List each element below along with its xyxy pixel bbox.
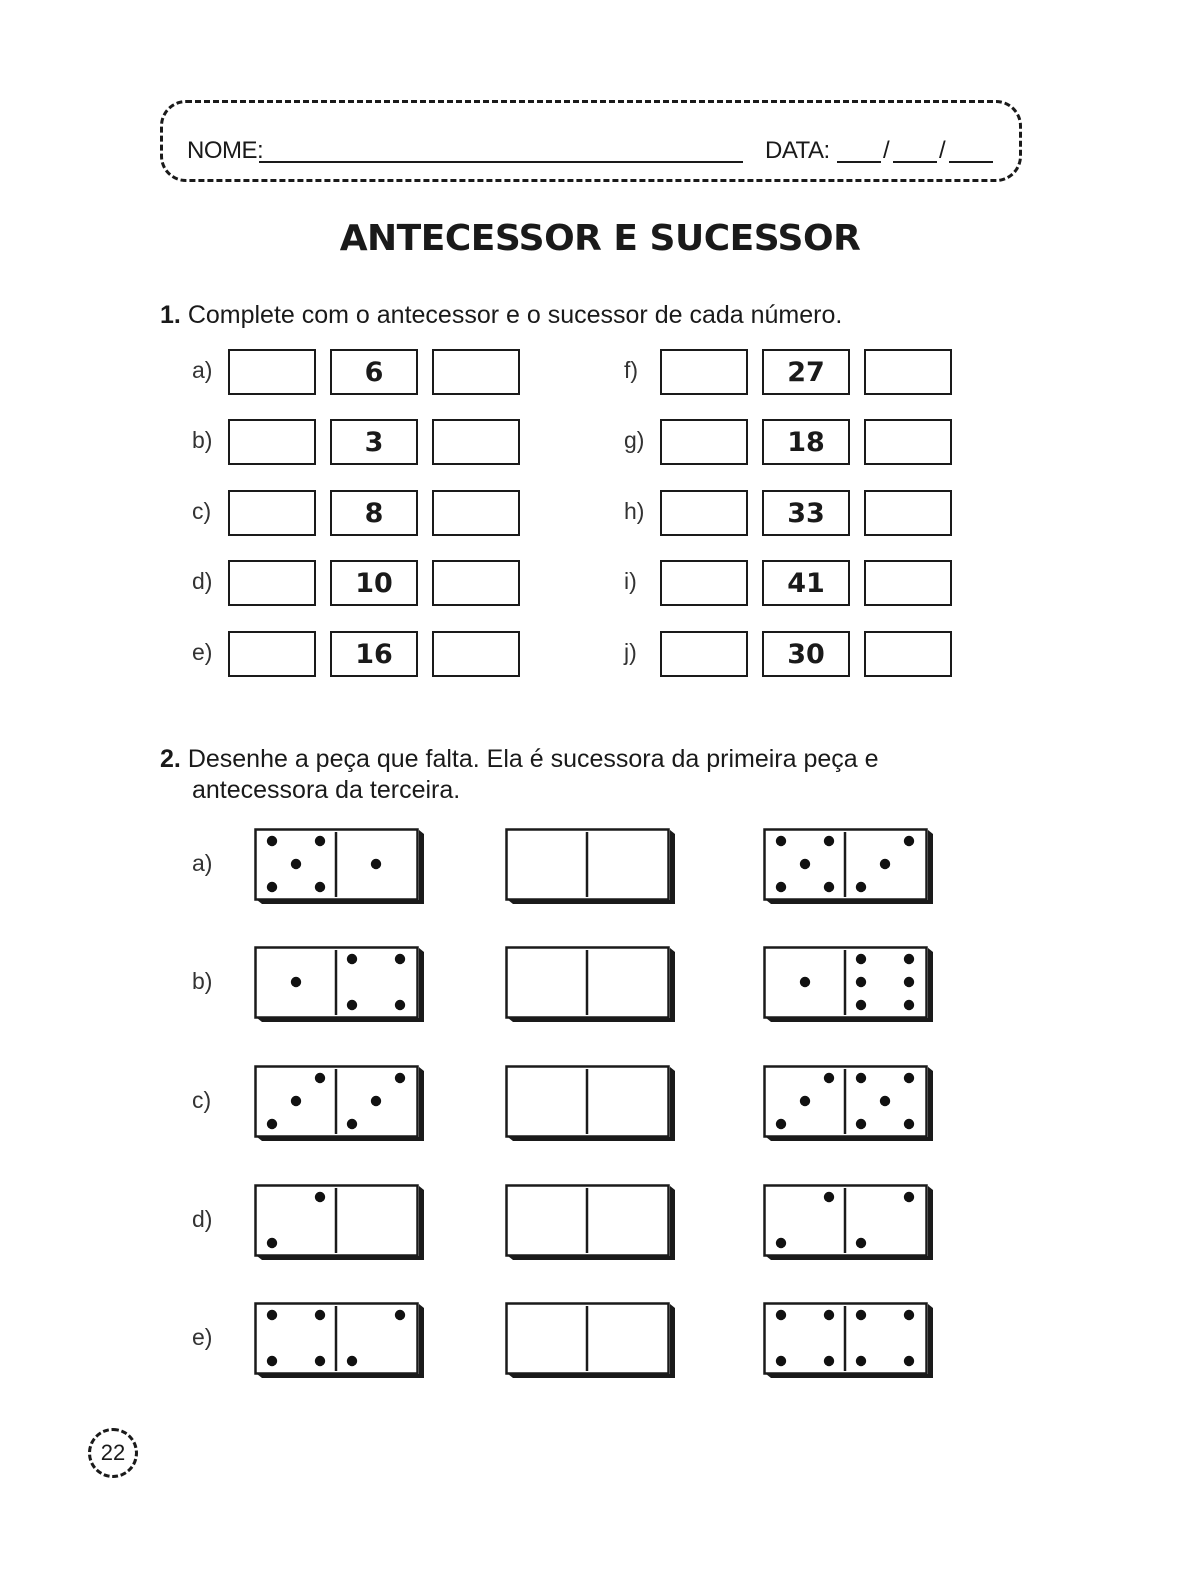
name-field[interactable] — [259, 161, 743, 163]
missing-domino[interactable] — [505, 828, 675, 904]
domino-graphic — [763, 1065, 933, 1141]
domino-pip — [800, 977, 810, 987]
domino-pip — [267, 1119, 277, 1129]
question-2 — [160, 742, 879, 776]
domino-graphic — [763, 946, 933, 1022]
question-2-text: Desenhe a peça que falta. Ela é sucessora da primeira peça e — [187, 745, 879, 773]
domino-pip — [856, 1119, 866, 1129]
successor-box[interactable] — [864, 419, 952, 465]
item-label: i) — [624, 568, 637, 594]
domino-pip — [824, 882, 834, 892]
item-label: b) — [192, 427, 213, 453]
domino-graphic — [505, 946, 675, 1022]
item-label: j) — [624, 639, 637, 665]
date-day-field[interactable] — [837, 161, 881, 163]
domino-pip — [856, 1000, 866, 1010]
domino-pip — [267, 1238, 277, 1248]
predecessor-box[interactable] — [228, 349, 316, 395]
domino-pip — [904, 1073, 914, 1083]
domino-pip — [315, 882, 325, 892]
domino-pip — [395, 1073, 405, 1083]
missing-domino[interactable] — [505, 1302, 675, 1378]
successor-box[interactable] — [432, 560, 520, 606]
domino-graphic — [254, 946, 424, 1022]
domino-pip — [776, 1310, 786, 1320]
page-number: 22 — [88, 1428, 138, 1478]
domino-pip — [291, 1096, 301, 1106]
name-label: NOME: — [187, 137, 264, 164]
first-domino — [254, 828, 424, 904]
predecessor-box[interactable] — [660, 349, 748, 395]
domino-pip — [904, 1000, 914, 1010]
successor-box[interactable] — [432, 349, 520, 395]
page-title: ANTECESSOR E SUCESSOR — [339, 218, 861, 259]
predecessor-box[interactable] — [228, 560, 316, 606]
domino-row-label: c) — [192, 1087, 212, 1113]
question-2-number: 2. — [160, 745, 181, 773]
domino-pip — [776, 836, 786, 846]
domino-pip — [315, 1192, 325, 1202]
domino-graphic — [505, 1065, 675, 1141]
domino-pip — [904, 1310, 914, 1320]
given-number-box: 30 — [762, 631, 850, 677]
first-domino — [254, 1184, 424, 1260]
predecessor-box[interactable] — [228, 631, 316, 677]
given-number-box: 18 — [762, 419, 850, 465]
domino-pip — [824, 1192, 834, 1202]
successor-box[interactable] — [864, 349, 952, 395]
predecessor-box[interactable] — [228, 490, 316, 536]
domino-pip — [267, 1356, 277, 1366]
predecessor-box[interactable] — [660, 419, 748, 465]
successor-box[interactable] — [864, 490, 952, 536]
third-domino — [763, 946, 933, 1022]
domino-graphic — [505, 828, 675, 904]
domino-graphic — [254, 1065, 424, 1141]
domino-row-label: b) — [192, 968, 213, 994]
domino-pip — [824, 1310, 834, 1320]
domino-pip — [347, 1356, 357, 1366]
domino-graphic — [505, 1184, 675, 1260]
third-domino — [763, 828, 933, 904]
domino-pip — [347, 1119, 357, 1129]
domino-pip — [800, 859, 810, 869]
given-number-box: 8 — [330, 490, 418, 536]
domino-pip — [880, 1096, 890, 1106]
missing-domino[interactable] — [505, 946, 675, 1022]
first-domino — [254, 946, 424, 1022]
domino-pip — [291, 859, 301, 869]
domino-pip — [856, 1356, 866, 1366]
given-number-box: 6 — [330, 349, 418, 395]
question-1-number: 1. — [160, 301, 181, 329]
first-domino — [254, 1302, 424, 1378]
predecessor-box[interactable] — [660, 631, 748, 677]
domino-graphic — [505, 1302, 675, 1378]
domino-pip — [800, 1096, 810, 1106]
domino-pip — [315, 1073, 325, 1083]
domino-pip — [315, 1356, 325, 1366]
item-label: f) — [624, 357, 639, 383]
question-1-text: Complete com o antecessor e o sucessor de cada número. — [187, 301, 843, 329]
domino-pip — [267, 882, 277, 892]
domino-pip — [371, 1096, 381, 1106]
question-2-text-line2: antecessora da terceira. — [192, 776, 461, 804]
date-slash: / — [939, 137, 946, 164]
missing-domino[interactable] — [505, 1184, 675, 1260]
domino-pip — [395, 1310, 405, 1320]
predecessor-box[interactable] — [660, 490, 748, 536]
domino-pip — [347, 954, 357, 964]
domino-pip — [856, 882, 866, 892]
question-1 — [160, 298, 842, 332]
third-domino — [763, 1184, 933, 1260]
domino-pip — [904, 977, 914, 987]
domino-graphic — [254, 1184, 424, 1260]
domino-pip — [315, 1310, 325, 1320]
date-month-field[interactable] — [893, 161, 937, 163]
domino-pip — [267, 1310, 277, 1320]
domino-pip — [856, 977, 866, 987]
domino-pip — [904, 836, 914, 846]
domino-pip — [904, 1356, 914, 1366]
domino-pip — [824, 1356, 834, 1366]
domino-graphic — [763, 828, 933, 904]
header-box — [160, 100, 1022, 182]
successor-box[interactable] — [432, 419, 520, 465]
domino-pip — [880, 859, 890, 869]
predecessor-box[interactable] — [228, 419, 316, 465]
successor-box[interactable] — [432, 490, 520, 536]
domino-pip — [824, 1073, 834, 1083]
domino-pip — [371, 859, 381, 869]
domino-pip — [856, 1310, 866, 1320]
predecessor-box[interactable] — [660, 560, 748, 606]
domino-pip — [824, 836, 834, 846]
domino-row-label: e) — [192, 1324, 213, 1350]
domino-pip — [776, 882, 786, 892]
domino-pip — [347, 1000, 357, 1010]
domino-pip — [856, 954, 866, 964]
given-number-box: 3 — [330, 419, 418, 465]
item-label: e) — [192, 639, 213, 665]
domino-pip — [856, 1073, 866, 1083]
date-year-field[interactable] — [949, 161, 993, 163]
domino-graphic — [763, 1302, 933, 1378]
date-label: DATA: — [765, 137, 830, 164]
domino-pip — [904, 1192, 914, 1202]
item-label: a) — [192, 357, 213, 383]
domino-pip — [776, 1119, 786, 1129]
successor-box[interactable] — [864, 560, 952, 606]
successor-box[interactable] — [432, 631, 520, 677]
domino-pip — [395, 1000, 405, 1010]
given-number-box: 16 — [330, 631, 418, 677]
domino-pip — [904, 1119, 914, 1129]
item-label: d) — [192, 568, 213, 594]
missing-domino[interactable] — [505, 1065, 675, 1141]
item-label: c) — [192, 498, 212, 524]
first-domino — [254, 1065, 424, 1141]
domino-row-label: a) — [192, 850, 213, 876]
domino-pip — [315, 836, 325, 846]
domino-pip — [291, 977, 301, 987]
domino-pip — [267, 836, 277, 846]
date-slash: / — [883, 137, 890, 164]
third-domino — [763, 1065, 933, 1141]
item-label: h) — [624, 498, 645, 524]
domino-pip — [776, 1356, 786, 1366]
domino-graphic — [254, 828, 424, 904]
domino-pip — [776, 1238, 786, 1248]
domino-graphic — [763, 1184, 933, 1260]
domino-graphic — [254, 1302, 424, 1378]
given-number-box: 33 — [762, 490, 850, 536]
successor-box[interactable] — [864, 631, 952, 677]
given-number-box: 41 — [762, 560, 850, 606]
domino-row-label: d) — [192, 1206, 213, 1232]
domino-pip — [856, 1238, 866, 1248]
domino-pip — [904, 954, 914, 964]
domino-pip — [395, 954, 405, 964]
third-domino — [763, 1302, 933, 1378]
given-number-box: 10 — [330, 560, 418, 606]
item-label: g) — [624, 427, 645, 453]
given-number-box: 27 — [762, 349, 850, 395]
